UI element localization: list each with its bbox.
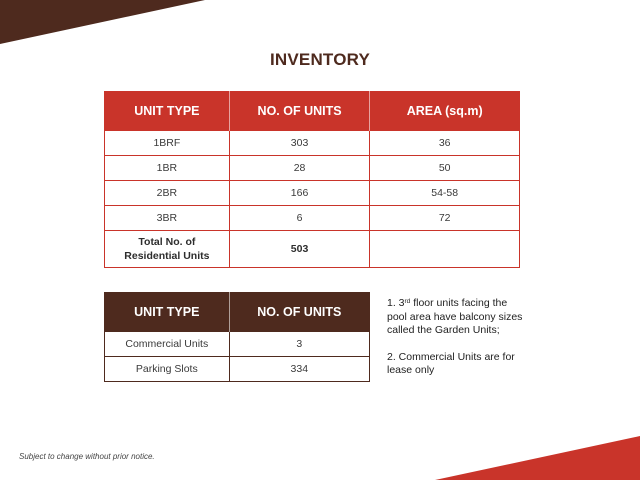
total-label [105,231,230,268]
unit-type-cell: 3BR [105,206,230,231]
table-row [105,156,520,181]
header-unit-type: UNIT TYPE [105,293,230,332]
unit-count-cell: 303 [229,131,370,156]
unit-type-cell: 2BR [105,181,230,206]
total-area-cell [370,231,520,268]
note-1-text: floor units facing the pool area have balcony sizes called the Garden Units; [387,297,523,336]
header-unit-type: UNIT TYPE [105,92,230,131]
table-row [105,181,520,206]
corner-decoration-bottom-right [435,436,640,480]
total-label-line2: Residential Units [124,250,210,262]
unit-type-cell: 1BRF [105,131,230,156]
footnote: Subject to change without prior notice. [19,452,155,461]
header-no-of-units: NO. OF UNITS [229,293,369,332]
unit-count-cell: 166 [229,181,370,206]
note-1 [387,297,527,338]
unit-type-cell: 1BR [105,156,230,181]
note-1-prefix: 1. 3 [387,297,405,309]
area-cell: 36 [370,131,520,156]
table-row [105,131,520,156]
table-row [105,206,520,231]
unit-count-cell: 6 [229,206,370,231]
unit-count-cell: 28 [229,156,370,181]
unit-type-cell: Parking Slots [105,357,230,382]
area-cell: 50 [370,156,520,181]
area-cell: 54-58 [370,181,520,206]
area-cell: 72 [370,206,520,231]
corner-decoration-top-left [0,0,205,44]
note-1-superscript: rd [404,298,411,305]
commercial-table [104,292,370,382]
inventory-table [104,91,520,268]
note-2: 2. Commercial Units are for lease only [387,350,515,376]
table-row [105,357,370,382]
total-value: 503 [229,231,370,268]
header-area: AREA (sq.m) [370,92,520,131]
inventory-header-row [105,92,520,131]
total-row [105,231,520,268]
page-title: INVENTORY [269,50,371,69]
unit-count-cell: 3 [229,332,369,357]
notes [387,297,527,391]
commercial-header-row [105,293,370,332]
unit-count-cell: 334 [229,357,369,382]
unit-type-cell: Commercial Units [105,332,230,357]
header-no-of-units: NO. OF UNITS [229,92,370,131]
table-row [105,332,370,357]
total-label-line1: Total No. of [138,236,196,248]
